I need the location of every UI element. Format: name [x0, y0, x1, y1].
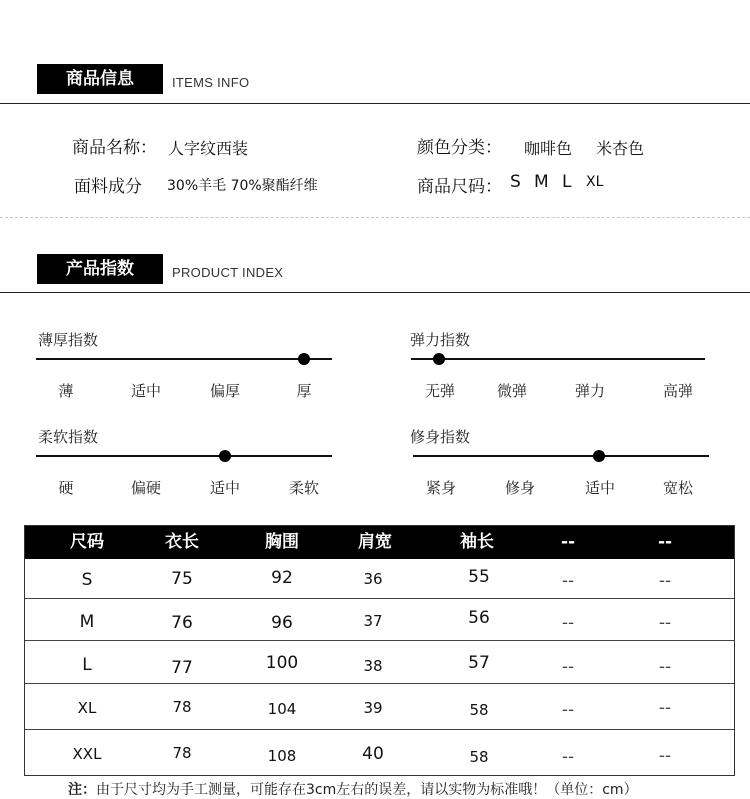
table-cell: -- [561, 657, 575, 677]
index-label: 紧身 [425, 479, 456, 497]
table-cell: S [81, 570, 93, 590]
items-info-divider [0, 103, 750, 104]
index-title-softness: 柔软指数 [38, 428, 99, 446]
index-label: 微弹 [496, 382, 527, 400]
product-index-divider [0, 292, 750, 293]
table-cell: 76 [171, 613, 193, 633]
table-cell: 57 [468, 653, 490, 673]
table-cell: -- [658, 746, 672, 766]
size-value-s: S [510, 172, 521, 192]
table-cell: 104 [267, 700, 297, 718]
measurement-note [68, 779, 638, 799]
table-cell: 55 [468, 567, 490, 587]
size-value-m: M [534, 172, 549, 192]
index-label: 适中 [584, 479, 615, 497]
size-value-xl: XL [586, 174, 604, 190]
table-cell: 92 [271, 568, 293, 588]
index-label: 弹力 [574, 382, 605, 400]
product-index-subtitle: PRODUCT INDEX [172, 265, 284, 280]
table-cell: -- [561, 613, 575, 633]
header-cell: 衣长 [165, 532, 199, 552]
index-line-thickness [36, 358, 332, 360]
size-value-l: L [562, 172, 572, 192]
header-cell: 胸围 [265, 532, 299, 552]
product-name-value: 人字纹西装 [168, 139, 249, 158]
table-row [25, 598, 734, 641]
index-label: 偏硬 [130, 479, 161, 497]
table-cell: 58 [469, 701, 489, 719]
index-line-softness [36, 455, 332, 457]
table-row [25, 683, 734, 730]
index-label: 修身 [504, 479, 535, 497]
table-cell: 38 [363, 657, 383, 675]
items-info-subtitle: ITEMS INFO [172, 75, 250, 90]
note-prefix: 注： [68, 782, 96, 798]
table-cell: 108 [267, 747, 297, 765]
index-marker-elasticity [433, 353, 445, 365]
table-cell: 40 [362, 744, 384, 764]
table-cell: 58 [469, 748, 489, 766]
index-title-thickness: 薄厚指数 [38, 331, 99, 349]
section-dashed-divider [0, 217, 750, 218]
table-cell: 75 [171, 569, 193, 589]
index-label: 薄 [58, 382, 74, 400]
index-marker-thickness [298, 353, 310, 365]
table-cell: 56 [468, 608, 490, 628]
index-title-fit: 修身指数 [410, 428, 471, 446]
product-name-label: 商品名称： [72, 138, 157, 158]
table-row [25, 640, 734, 684]
table-cell: 100 [265, 653, 299, 673]
color-value-2: 米杏色 [596, 139, 645, 158]
table-row [25, 729, 734, 776]
table-cell: M [79, 612, 95, 632]
index-label: 柔软 [288, 479, 319, 497]
items-info-title: 商品信息 [37, 64, 163, 94]
table-cell: XL [77, 699, 97, 717]
color-value-1: 咖啡色 [524, 139, 573, 158]
fabric-label: 面料成分 [74, 177, 142, 197]
index-title-elasticity: 弹力指数 [410, 331, 471, 349]
index-label: 高弹 [662, 382, 693, 400]
table-cell: -- [561, 747, 575, 767]
table-cell: 77 [171, 658, 193, 678]
table-cell: 96 [271, 613, 293, 633]
color-label: 颜色分类： [417, 138, 502, 158]
table-cell: XXL [72, 745, 102, 763]
product-index-title: 产品指数 [37, 254, 163, 284]
table-cell: 37 [363, 612, 383, 630]
table-cell: -- [658, 571, 672, 591]
table-cell: 78 [172, 698, 192, 716]
size-label: 商品尺码： [417, 177, 502, 197]
index-line-fit [413, 455, 709, 457]
header-cell: 肩宽 [358, 532, 392, 552]
header-cell: 尺码 [70, 532, 104, 552]
table-cell: 78 [172, 744, 192, 762]
header-cell: -- [560, 532, 576, 552]
note-text: 由于尺寸均为手工测量，可能存在3cm左右的误差，请以实物为标准哦！（单位：cm） [96, 782, 638, 798]
fabric-value: 30%羊毛 70%聚酯纤维 [167, 178, 318, 194]
table-cell: 39 [363, 699, 383, 717]
table-cell: L [82, 655, 92, 675]
table-cell: -- [658, 657, 672, 677]
index-line-elasticity [411, 358, 705, 360]
index-marker-softness [219, 450, 231, 462]
table-cell: -- [658, 613, 672, 633]
index-label: 硬 [58, 479, 74, 497]
index-label: 适中 [130, 382, 161, 400]
index-marker-fit [593, 450, 605, 462]
table-cell: -- [561, 700, 575, 720]
table-row [25, 559, 734, 598]
index-label: 厚 [296, 382, 312, 400]
size-table [24, 525, 735, 776]
index-label: 宽松 [662, 479, 693, 497]
index-label: 无弹 [424, 382, 455, 400]
header-cell: 袖长 [460, 532, 494, 552]
table-cell: -- [561, 571, 575, 591]
size-table-header [25, 526, 734, 559]
index-label: 偏厚 [209, 382, 240, 400]
header-cell: -- [657, 532, 673, 552]
table-cell: -- [658, 698, 672, 718]
index-label: 适中 [209, 479, 240, 497]
table-cell: 36 [363, 570, 383, 588]
